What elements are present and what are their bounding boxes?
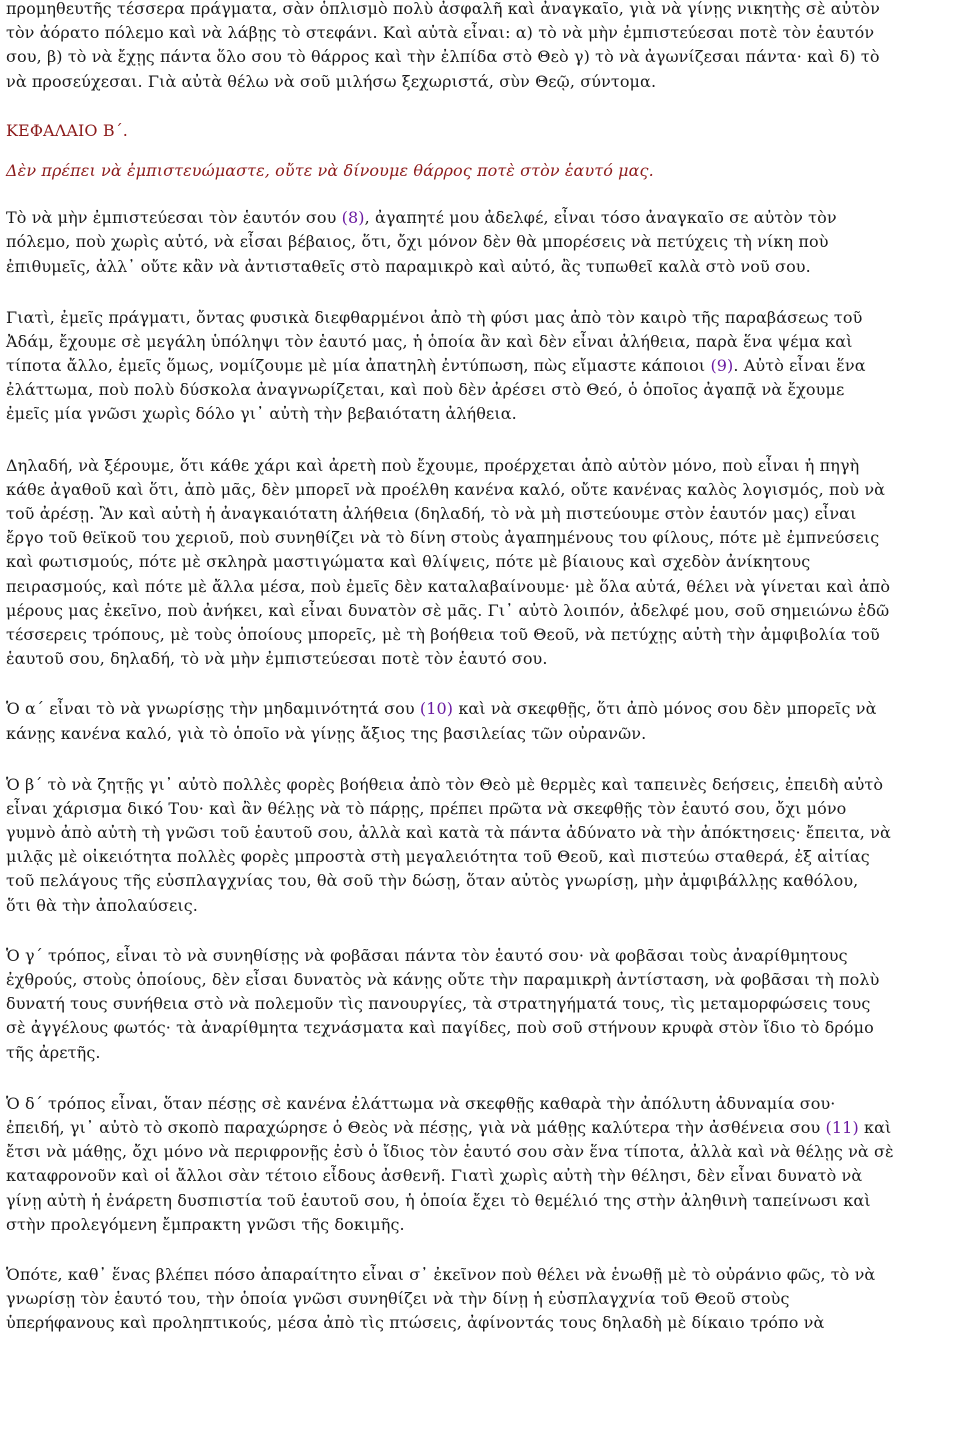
text-line: [6, 1140, 954, 1164]
text-line: [6, 869, 954, 893]
text-line: [6, 1263, 954, 1287]
line-text: εἶναι χάρισμα δικό Του· καὶ ἂν θέλῃς νὰ τὸ πάρῃς, πρέπει πρῶτα νὰ σκεφθῇς τὸν ἑαυτό σου, ὄχι μόνο: [6, 798, 847, 818]
line-text: Ὁπότε, καθ᾽ ἕνας βλέπει πόσο ἀπαραίτητο εἶναι σ᾽ ἐκεῖνον ποὺ θέλει νὰ ἑνωθῇ μὲ τὸ οὐράνιο φῶς, τὸ νὰ: [6, 1264, 876, 1284]
body-paragraph: [6, 697, 954, 745]
line-text: Ὁ β΄ τὸ νὰ ζητῇς γι᾽ αὐτὸ πολλὲς φορὲς βοήθεια ἀπὸ τὸν Θεὸ μὲ θερμὲς καὶ ταπεινὲς δεήσεις, ἐπειδὴ αὐτὸ: [6, 774, 884, 794]
text-line: [6, 1116, 954, 1140]
text-line: [6, 402, 954, 426]
text-line: [6, 255, 954, 279]
line-text: σὲ ἀγγέλους φωτός· τὰ ἀναρίθμητα τεχνάσματα καὶ παγίδες, ποὺ σοῦ στήνουν κρυφὰ στὸν ἴδιο τὸ δρόμο: [6, 1018, 874, 1038]
line-text: Ὁ δ΄ τρόπος εἶναι, ὅταν πέσῃς σὲ κανένα ἐλάττωμα νὰ σκεφθῇς καθαρὰ τὴν ἀπόλυτη ἀδυναμία σου·: [6, 1093, 836, 1113]
text-line: [6, 306, 954, 330]
line-text: καὶ φωτισμούς, πότε μὲ σκληρὰ μαστιγώματα καὶ θλίψεις, πότε μὲ βίαιους καὶ σχεδὸν ἀνίκητους: [6, 552, 811, 572]
line-text: τῆς ἀρετῆς.: [6, 1042, 101, 1062]
line-text: κάνῃς κανένα καλό, γιὰ τὸ ὁποῖο νὰ γίνῃς ἄξιος της βασιλείας τῶν οὐρανῶν.: [6, 723, 647, 743]
intro-paragraph: [6, 0, 954, 94]
text-line: [6, 623, 954, 647]
text-line: [6, 454, 954, 478]
line-text: καταφρονοῦν καὶ οἱ ἄλλοι σὰν τέτοιο εἶδους ἀσθενῆ. Γιατὶ χωρὶς αὐτὴ τὴν θέλησι, δὲν εἶναι δυνατὸ νὰ: [6, 1166, 863, 1186]
text-line: [6, 722, 954, 746]
line-text: στὴν προλεγόμενη ἔμπρακτη γνῶσι τῆς δοκιμῆς.: [6, 1214, 405, 1234]
line-text: τίποτα ἄλλο, ἐμεῖς ὅμως, νομίζουμε μὲ μία ἀπατηλὴ ἐντύπωση, πὼς εἴμαστε κάποιοι: [6, 356, 711, 376]
text-line: τὸν ἀόρατο πόλεμο καὶ νὰ λάβῃς τὸ στεφάνι. Καὶ αὐτὰ εἶναι: α) τὸ νὰ μὴν ἐμπιστεύεσαι ποτὲ τὸν ἑαυτόν: [6, 23, 875, 43]
footnote-link[interactable]: (10): [419, 699, 454, 719]
document-page: [6, 0, 954, 1335]
text-line: [6, 647, 954, 671]
text-line: [6, 478, 954, 502]
text-line: [6, 697, 954, 721]
line-text: τοῦ ἀρέσῃ. Ἂν καὶ αὐτὴ ἡ ἀναγκαιότατη ἀλήθεια (δηλαδή, τὸ νὰ μὴ πιστεύουμε στὸν ἑαυτόν μας) εἶναι: [6, 504, 857, 523]
text-line: [6, 1189, 954, 1213]
text-line: [6, 821, 954, 845]
line-text: Τὸ νὰ μὴν ἐμπιστεύεσαι τὸν ἑαυτόν σου: [6, 208, 342, 228]
text-line: [6, 1092, 954, 1116]
text-line: [6, 206, 954, 230]
text-line: [6, 1041, 954, 1065]
footnote-link[interactable]: (11): [825, 1117, 859, 1137]
line-text: , ἀγαπητέ μου ἀδελφέ, εἶναι τόσο ἀναγκαῖο σε αὐτὸν τὸν: [364, 208, 837, 228]
line-text: πόλεμο, ποὺ χωρὶς αὐτό, νὰ εἶσαι βέβαιος, ὅτι, ὄχι μόνον δὲν θὰ μπορέσεις νὰ πετύχεις τὴ νίκη ποὺ: [6, 232, 829, 252]
text-line: [6, 354, 954, 378]
text-line: [6, 968, 954, 992]
body-paragraph: [6, 1263, 954, 1336]
text-line: σου, β) τὸ νὰ ἔχῃς πάντα ὅλο σου τὸ θάρρος καὶ τὴν ἐλπίδα στὸ Θεὸ γ) τὸ νὰ ἀγωνίζεσαι πάντα· καὶ δ) τὸ: [6, 47, 880, 67]
footnote-link[interactable]: (8): [341, 208, 365, 228]
line-text: ἐπειδή, γι᾽ αὐτὸ τὸ σκοπὸ παραχώρησε ὁ Θεὸς νὰ πέσῃς, γιὰ νὰ μάθῃς καλύτερα τὴν ἀσθένεια σου: [6, 1117, 826, 1137]
line-text: Γιατὶ, ἐμεῖς πράγματι, ὄντας φυσικὰ διεφθαρμένοι ἀπὸ τὴ φύσι μας ἀπὸ τὸν καιρὸ τῆς παραβάσεως τοῦ: [6, 307, 863, 327]
line-text: Ὁ α΄ εἶναι τὸ νὰ γνωρίσῃς τὴν μηδαμινότητά σου: [6, 699, 420, 719]
text-line: [6, 1287, 954, 1311]
body-paragraph: [6, 306, 954, 427]
text-line: [6, 944, 954, 968]
text-line: [6, 550, 954, 574]
text-line: [6, 599, 954, 623]
chapter-subtitle-block: [6, 159, 954, 183]
line-text: δυνατή τους συνήθεια στὸ νὰ πολεμοῦν τὶς πανουργίες, τὰ στρατηγήματά τους, τὶς μεταμορφώσεις τους: [6, 994, 871, 1014]
line-text: Ὁ γ΄ τρόπος, εἶναι τὸ νὰ συνηθίσῃς νὰ φοβᾶσαι πάντα τὸν ἑαυτό σου· νὰ φοβᾶσαι τοὺς ἀναρίθμητους: [6, 945, 848, 965]
line-text: ὑπερήφανους καὶ προληπτικούς, μέσα ἀπὸ τὶς πτώσεις, ἀφίνοντάς τους δηλαδὴ μὲ δίκαιο τρόπο νὰ: [6, 1313, 825, 1333]
line-text: ἐμεῖς μία γνῶσι χωρὶς δόλο γι᾽ αὐτὴ τὴν βεβαιότατη ἀλήθεια.: [6, 404, 517, 424]
line-text: Ἀδάμ, ἔχουμε σὲ μεγάλη ὑπόληψι τὸν ἑαυτό μας, ἡ ὁποία ἂν καὶ δὲν εἶναι ἀλήθεια, παρὰ ἕνα ψέμα καὶ: [6, 331, 853, 351]
line-text: ἐπιθυμεῖς, ἀλλ᾽ οὔτε κἂν νὰ ἀντισταθεῖς στὸ παραμικρὸ καὶ αὐτό, ἂς τυπωθεῖ καλὰ στὸ νοῦ σου.: [6, 256, 811, 276]
line-text: ἔτσι νὰ μάθῃς, ὄχι μόνο νὰ περιφρονῇς ἐσὺ ὁ ἴδιος τὸν ἑαυτό σου σὰν ἕνα τίποτα, ἀλλὰ καὶ νὰ θέλῃς νὰ σὲ: [6, 1142, 894, 1162]
chapter-subtitle: Δὲν πρέπει νὰ ἐμπιστευώμαστε, οὔτε νὰ δίνουμε θάρρος ποτὲ στὸν ἑαυτό μας.: [6, 160, 654, 180]
text-line: προμηθευτῆς τέσσερα πράγματα, σὰν ὁπλισμὸ πολὺ ἀσφαλῆ καὶ ἀναγκαῖο, γιὰ νὰ γίνῃς νικητὴς σὲ αὐτὸν: [6, 0, 880, 18]
body-paragraph: [6, 773, 954, 918]
line-text: ὅτι θὰ τὴν ἀπολαύσεις.: [6, 895, 198, 915]
line-text: καὶ νὰ σκεφθῇς, ὅτι ἀπὸ μόνος σου δὲν μπορεῖς νὰ: [453, 699, 877, 719]
text-line: [6, 1311, 954, 1335]
text-line: νὰ προσεύχεσαι. Γιὰ αὐτὰ θέλω νὰ σοῦ μιλήσω ξεχωριστά, σὺν Θεῷ, σύντομα.: [6, 71, 657, 91]
body-paragraph: [6, 944, 954, 1065]
text-line: [6, 1213, 954, 1237]
text-line: [6, 797, 954, 821]
line-text: τέσσερεις τρόπους, μὲ τοὺς ὁποίους μπορεῖς, μὲ τὴ βοήθεια τοῦ Θεοῦ, νὰ πετύχῃς αὐτὴ τὴν ἀμφιβολία τοῦ: [6, 624, 880, 644]
text-line: [6, 230, 954, 254]
line-text: τοῦ πελάγους τῆς εὐσπλαγχνίας του, θὰ σοῦ τὴν δώσῃ, ὅταν αὐτὸς γνωρίσῃ, μὴν ἀμφιβάλλῃς καθόλου,: [6, 871, 859, 891]
body-paragraphs: [6, 206, 954, 1335]
chapter-heading: ΚΕΦΑΛΑΙΟ Β΄.: [6, 120, 128, 140]
line-text: ἐλάττωμα, ποὺ πολὺ δύσκολα ἀναγνωρίζεται, καὶ ποὺ δὲν ἀρέσει στὸ Θεό, ὁ ὁποῖος ἀγαπᾷ νὰ ἔχουμε: [6, 380, 845, 400]
text-line: [6, 330, 954, 354]
line-text: . Αὐτὸ εἶναι ἕνα: [733, 356, 866, 376]
line-text: ἔργο τοῦ θεϊκοῦ του χεριοῦ, ποὺ συνηθίζει νὰ τὸ δίνη στοὺς ἀγαπημένους του φίλους, πότε μὲ ἐμπνεύσεις: [6, 528, 880, 548]
text-line: [6, 773, 954, 797]
line-text: γυμνὸ ἀπὸ αὐτὴ τὴ γνῶσι τοῦ ἑαυτοῦ σου, ἀλλὰ καὶ κατὰ τὰ πάντα ἀδύνατο νὰ τὴν ἀπόκτησεις· ἔπειτα, νὰ: [6, 823, 891, 843]
line-text: ἑαυτοῦ σου, δηλαδή, τὸ νὰ μὴν ἐμπιστεύεσαι ποτὲ τὸν ἑαυτό σου.: [6, 649, 548, 669]
body-paragraph: [6, 1092, 954, 1237]
line-text: πειρασμούς, καὶ πότε μὲ ἄλλα μέσα, ποὺ ἐμεῖς δὲν καταλαβαίνουμε· μὲ ὅλα αὐτά, θέλει νὰ γίνεται καὶ ἀπὸ: [6, 576, 891, 596]
line-text: γίνῃ αὐτὴ ἡ ἐνάρετη δυσπιστία τοῦ ἑαυτοῦ σου, ἡ ὁποία ἔχει τὸ θεμέλιό της στὴν ἀληθινὴ ταπείνωσι καὶ: [6, 1190, 871, 1210]
text-line: [6, 575, 954, 599]
line-text: μέρους μας ἐκεῖνο, ποὺ ἀνήκει, καὶ εἶναι δυνατὸν σὲ μᾶς. Γι᾽ αὐτὸ λοιπόν, ἀδελφέ μου, σοῦ σημειώνω ἐδῶ: [6, 600, 890, 620]
text-line: [6, 502, 954, 526]
text-line: [6, 1164, 954, 1188]
text-line: [6, 526, 954, 550]
text-line: [6, 894, 954, 918]
line-text: μιλᾷς μὲ οἰκειότητα πολλὲς φορὲς μπροστὰ στὴ μεγαλειότητα τοῦ Θεοῦ, καὶ πιστεύω σταθερά, ἐξ αἰτίας: [6, 847, 870, 867]
line-text: καὶ: [858, 1117, 892, 1137]
line-text: γνωρίσῃ τὸν ἑαυτό του, τὴν ὁποία γνῶσι συνηθίζει νὰ τὴν δίνῃ ἡ εὐσπλαγχνία τοῦ Θεοῦ στοὺς: [6, 1289, 790, 1309]
text-line: [6, 1016, 954, 1040]
line-text: Δηλαδή, νὰ ξέρουμε, ὅτι κάθε χάρι καὶ ἀρετὴ ποὺ ἔχουμε, προέρχεται ἀπὸ αὐτὸν μόνο, ποὺ εἶναι ἡ πηγὴ: [6, 455, 860, 475]
chapter-heading-block: [6, 119, 954, 143]
footnote-link[interactable]: (9): [710, 356, 734, 376]
text-line: [6, 845, 954, 869]
line-text: ἐχθρούς, στοὺς ὁποίους, δὲν εἶσαι δυνατὸς νὰ κάνῃς οὔτε τὴν παραμικρὴ ἀντίσταση, νὰ φοβᾶσαι τὴ πολὺ: [6, 970, 880, 989]
body-paragraph: [6, 206, 954, 279]
text-line: [6, 378, 954, 402]
body-paragraph: [6, 454, 954, 672]
line-text: κάθε ἀγαθοῦ καὶ ὅτι, ἀπὸ μᾶς, δὲν μπορεῖ νὰ προέλθη κανένα καλό, οὔτε κανένας καλὸς λογισμός, ποὺ νὰ: [6, 479, 886, 499]
text-line: [6, 992, 954, 1016]
